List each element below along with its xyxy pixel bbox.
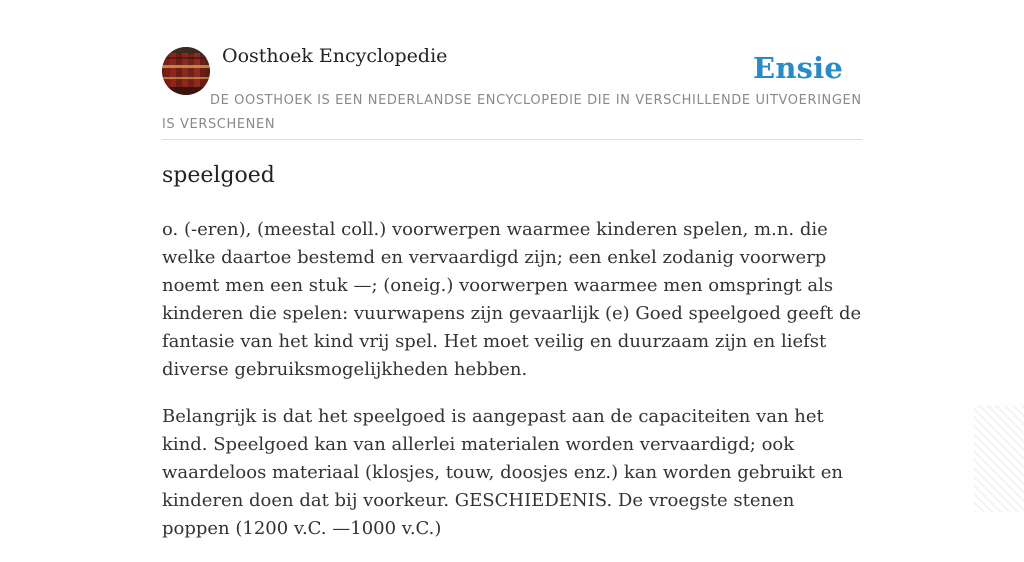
site-tagline: DE OOSTHOEK IS EEN NEDERLANDSE ENCYCLOPEDIE DIE IN VERSCHILLENDE UITVOERINGEN IS VERSCHENEN: [162, 93, 862, 132]
entry-title: speelgoed: [162, 163, 275, 188]
entry-body: [162, 216, 862, 562]
site-title-link[interactable]: Oosthoek Encyclopedie: [222, 45, 448, 67]
ensie-logo[interactable]: Ensie: [753, 51, 843, 85]
decorative-pattern: [974, 405, 1024, 512]
encyclopedia-books-icon[interactable]: [162, 47, 210, 95]
entry-paragraph: Belangrijk is dat het speelgoed is aangepast aan de capaciteiten van het kind. Speelgoed kan van allerlei materialen worden vervaardigd; ook waardeloos materiaal (klosjes, touw, doosjes enz.) kan worden gebruikt en kinderen doen dat bij voorkeur. GESCHIEDENIS. De vroegste stenen poppen (1200 v.C. —1000 v.C.): [162, 406, 843, 539]
site-header: [162, 0, 862, 140]
content-wrapper: [162, 0, 862, 539]
entry-paragraph: o. (-eren), (meestal coll.) voorwerpen waarmee kinderen spelen, m.n. die welke daartoe bestemd en vervaardigd zijn; een enkel zodanig voorwerp noemt men een stuk —; (oneig.) voorwerpen waarmee men omspringt als kinderen die spelen: vuurwapens zijn gevaarlijk (e) Goed speelgoed geeft de fantasie van het kind vrij spel. Het moet veilig en duurzaam zijn en liefst diverse gebruiksmogelijkheden hebben.: [162, 219, 862, 380]
